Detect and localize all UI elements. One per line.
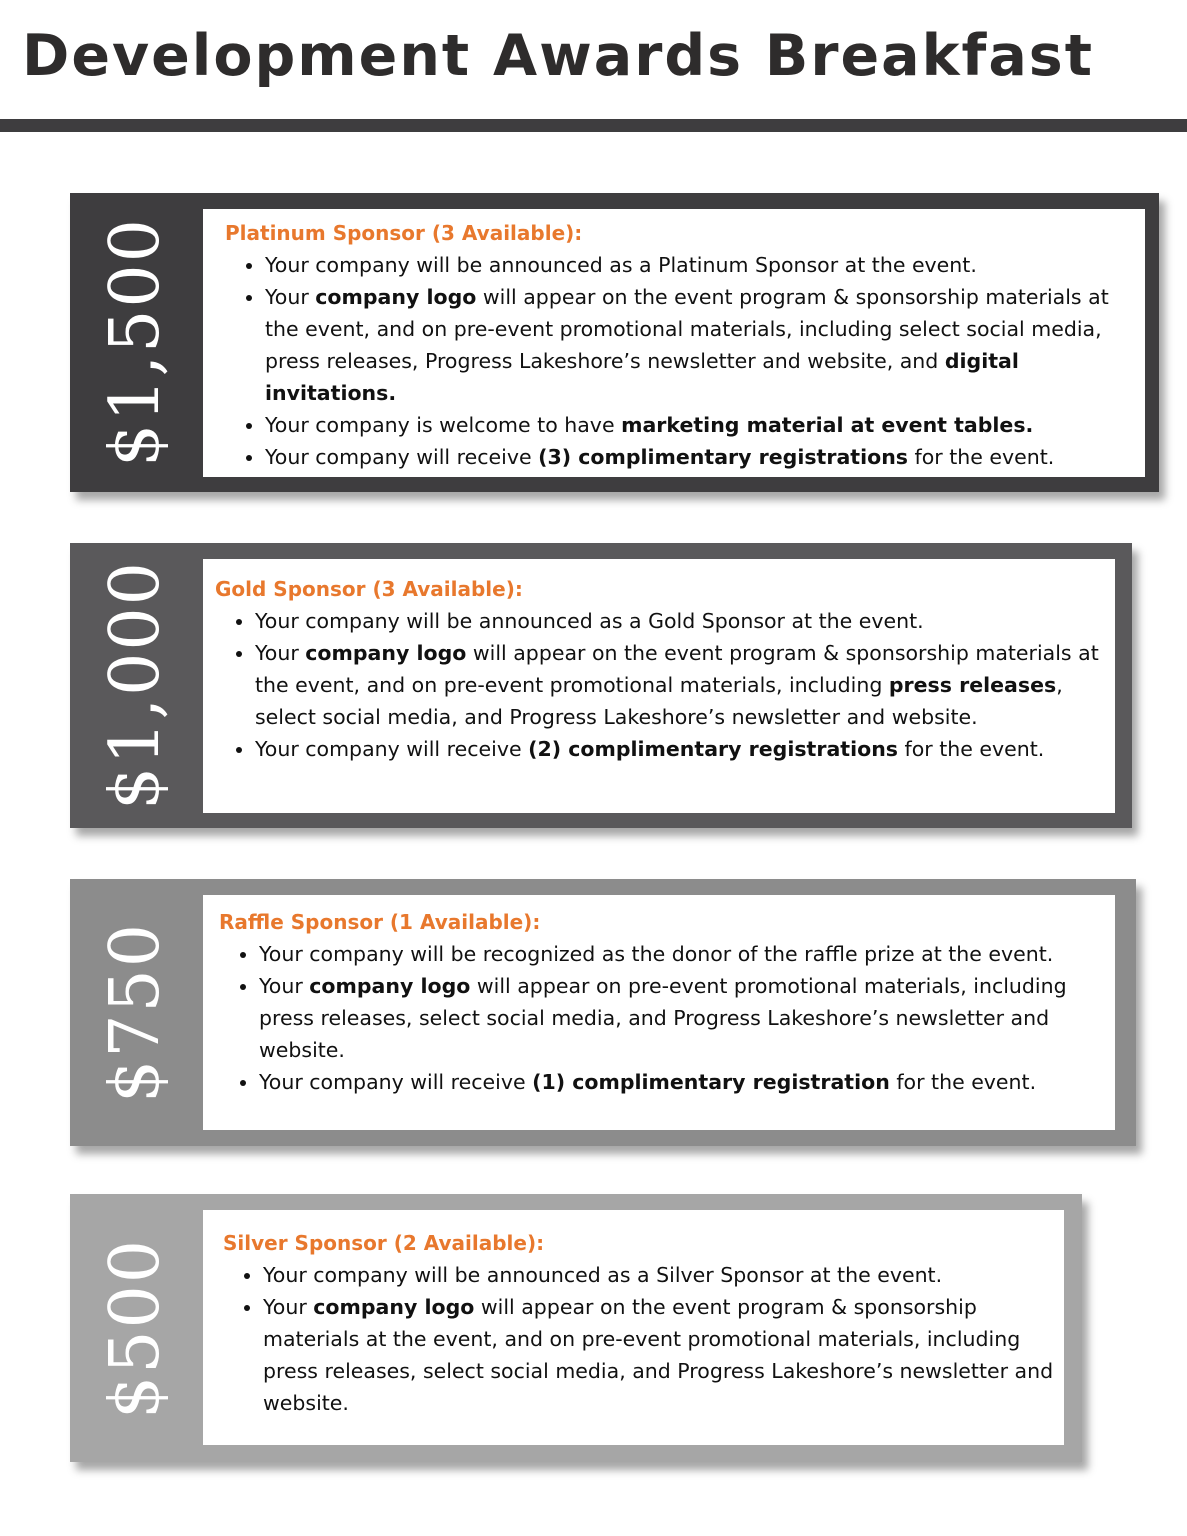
price-label: $1,000 [96, 560, 175, 811]
sponsor-card [203, 209, 1145, 477]
benefit-emphasis: company logo [315, 285, 477, 309]
tier-platinum [70, 193, 1159, 492]
benefit-item [259, 938, 1109, 970]
benefit-text: Your [255, 641, 306, 665]
benefit-text: Your company is welcome to have [265, 413, 622, 437]
benefit-item [265, 409, 1135, 441]
benefit-text: Your company will be announced as a Platinum Sponsor at the event. [265, 253, 977, 277]
benefit-item [263, 1291, 1054, 1419]
benefit-list [215, 605, 1105, 765]
benefit-emphasis: (2) complimentary registrations [528, 737, 899, 761]
sponsor-title: Silver Sponsor (2 Available): [223, 1231, 545, 1255]
sponsor-card [203, 559, 1115, 813]
price-label: $1,500 [96, 217, 175, 468]
benefit-text: Your company will receive [255, 737, 529, 761]
tier-raffle [70, 879, 1136, 1146]
sponsor-title: Gold Sponsor (3 Available): [215, 577, 523, 601]
sponsor-title: Platinum Sponsor (3 Available): [225, 221, 583, 245]
benefit-text: , select social media, and Progress Lakeshore’s newsletter and website. [255, 673, 1063, 729]
benefit-item [265, 281, 1135, 409]
benefit-list [219, 938, 1109, 1098]
tier-gold [70, 543, 1132, 828]
benefit-emphasis: (1) complimentary registration [532, 1070, 890, 1094]
benefit-text: will appear on the event program & sponsorship materials at the event, and on pre-event promotional materials, including [255, 641, 1099, 697]
benefit-text: for the event. [898, 737, 1045, 761]
sponsor-card [203, 895, 1115, 1130]
sponsor-card [203, 1210, 1064, 1445]
tier-silver [70, 1194, 1082, 1462]
benefit-list [225, 249, 1135, 473]
price-label: $750 [96, 921, 175, 1104]
benefit-text: Your company will be recognized as the donor of the raffle prize at the event. [259, 942, 1054, 966]
benefit-text: will appear on the event program & sponsorship materials at the event, and on pre-event promotional materials, including press releases, select social media, and Progress Lakeshore’s newsletter and website. [263, 1295, 1054, 1415]
title-divider [0, 119, 1187, 132]
benefit-text: Your [259, 974, 310, 998]
benefit-item [255, 733, 1105, 765]
page-title: Development Awards Breakfast [22, 23, 1094, 89]
benefit-emphasis: company logo [305, 641, 467, 665]
benefit-item [265, 441, 1135, 473]
price-label: $500 [96, 1237, 175, 1419]
benefit-text: Your company will be announced as a Gold Sponsor at the event. [255, 609, 924, 633]
benefit-item [259, 1066, 1109, 1098]
benefit-item [259, 970, 1109, 1066]
benefit-item [265, 249, 1135, 281]
benefit-text: Your [263, 1295, 314, 1319]
benefit-emphasis: digital invitations. [265, 349, 1019, 405]
sponsor-title: Raffle Sponsor (1 Available): [219, 910, 541, 934]
benefit-emphasis: company logo [313, 1295, 475, 1319]
benefit-text: Your company will receive [259, 1070, 533, 1094]
benefit-emphasis: press releases [888, 673, 1057, 697]
benefit-item [263, 1259, 1054, 1291]
benefit-emphasis: (3) complimentary registrations [538, 445, 909, 469]
benefit-emphasis: marketing material at event tables. [621, 413, 1034, 437]
benefit-text: for the event. [908, 445, 1055, 469]
benefit-item [255, 637, 1105, 733]
benefit-list [223, 1259, 1054, 1419]
benefit-text: will appear on the event program & sponsorship materials at the event, and on pre-event promotional materials, including select social media, press releases, Progress Lakeshore’s newsletter and website, and [265, 285, 1109, 373]
benefit-text: Your company will be announced as a Silver Sponsor at the event. [263, 1263, 943, 1287]
benefit-text: will appear on pre-event promotional materials, including press releases, select social media, and Progress Lakeshore’s newsletter and website. [259, 974, 1067, 1062]
benefit-text: Your company will receive [265, 445, 539, 469]
benefit-text: Your [265, 285, 316, 309]
benefit-emphasis: company logo [309, 974, 471, 998]
benefit-text: for the event. [889, 1070, 1037, 1094]
benefit-item [255, 605, 1105, 637]
